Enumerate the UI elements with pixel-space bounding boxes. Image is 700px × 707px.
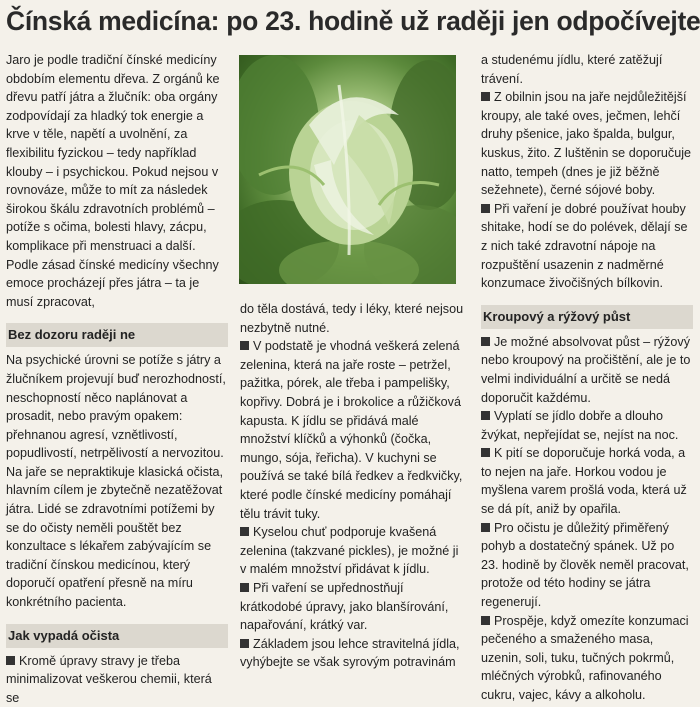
bullet-text: Z obilnin jsou na jaře nejdůležitější kroupy, ale také oves, ječmen, lehčí druhy pšenice, jako špalda, bulgur, kuskus, žito. Z luštěnin se doporučuje natto, tempeh (dnes je již běžně sežehnete), černé sójové boby. [481, 90, 692, 198]
bullet-text: V podstatě je vhodná veškerá zelená zelenina, která na jaře roste – petržel, pažitka, pórek, ale třeba i pampelišky, kopřivy. Dobrá je i brokolice a růžičková kapusta. K jídlu se přidává malé množství klíčků a výhonků (čočka, mungo, sója, řeřicha). V kuchyni se používá se také bílá ředkev a ředkvičky, které podle čínské medicíny pomáhají tělu trávit tuky. [240, 339, 463, 521]
bullet-text: Pro očistu je důležitý přiměřený pohyb a dostatečný spánek. Už po 23. hodině by člověk neměl pracovat, protože od této hodiny se játra regenerují. [481, 520, 689, 610]
column-2 [240, 300, 468, 672]
bullet-square-icon [481, 92, 490, 101]
bullet-text: Při vaření je dobré používat houby shitake, hodí se do polévek, dělají se z nich také zdravotní nápoje na rozpuštění usazenin z nadměrné konzumace živočišných bílkovin. [481, 201, 688, 291]
bullet-square-icon [481, 411, 490, 420]
continued-text: a studenému jídlu, které zatěžují trávení. [481, 53, 663, 86]
bullet-text: Kyselou chuť podporuje kvašená zelenina (takzvané pickles), je možné ji v malém množství přidávat k jídlu. [240, 525, 459, 577]
bullet-item [240, 337, 468, 523]
bullet-text: Kromě úpravy stravy je třeba minimalizovat veškerou chemii, která se [6, 653, 212, 705]
bullet-square-icon [240, 527, 249, 536]
bullet-text: K pití se doporučuje horká voda, a to nejen na jaře. Horkou vodou je myšlena varem prošlá voda, která už se dá pít, aniž by opařila. [481, 446, 687, 517]
cabbage-photo [239, 55, 456, 284]
bullet-square-icon [240, 639, 249, 648]
intro-paragraph: Jaro je podle tradiční čínské medicíny obdobím elementu dřeva. Z orgánů ke dřevu patří játra a žlučník: oba orgány zodpovídají za hladký tok energie a krve v těle, napětí a uvolnění, za flexibilitu fyzickou – tedy například klouby – i psychickou. Pokud nejsou v rovnováze, může to mít za následek širokou škálu zdravotních problémů – potíže s očima, bolesti hlavy, zácpu, komplikace při menstruaci a další. Podle zásad čínské medicíny všechny emoce procházejí přes játra – ta je musí zpracovat, [6, 53, 220, 309]
bullet-item [481, 88, 693, 200]
bullet-text: Vyplatí se jídlo dobře a dlouho žvýkat, nepřejídat se, nejíst na noc. [481, 409, 679, 442]
bullet-text: Při vaření se upřednostňují krátkodobé úpravy, jako blanšírování, napařování, krátký var. [240, 580, 449, 633]
bullet-item [481, 407, 693, 444]
bullet-item [481, 519, 693, 612]
bullet-square-icon [481, 204, 490, 213]
bullet-item [481, 612, 693, 705]
bullet-text: Základem jsou lehce stravitelná jídla, vyhýbejte se však syrovým potravinám [240, 636, 460, 670]
bullet-item [6, 652, 228, 707]
column-1 [6, 51, 228, 707]
bullet-square-icon [481, 616, 490, 625]
bullet-square-icon [481, 523, 490, 532]
bullet-text: Je možné absolvovat půst – rýžový nebo kroupový na pročištění, ale je to velmi individuální a určitě se nedá doporučit každému. [481, 334, 691, 405]
continued-text: do těla dostává, tedy i léky, které nejsou nezbytně nutné. [240, 302, 464, 335]
bullet-square-icon [481, 337, 490, 346]
bullet-square-icon [240, 341, 249, 350]
section-heading-kroupovy-pust: Kroupový a rýžový půst [481, 305, 693, 329]
bullet-item [481, 200, 693, 293]
body-paragraph: Na psychické úrovni se potíže s játry a žlučníkem projevují buď nerozhodností, neschopností něco naplánovat a prosadit, nebo pravým opakem: přehnanou agresí, vznětlivostí, popudlivostí, netrpělivostí a nervozitou. Na jaře se nepraktikuje klasická očista, hlavním cílem je zbytečně nezatěžovat játra. Lidé se zdravotními potížemi by se do očisty neměli pouštět bez konzultace s lékařem zabývajícím se tradiční čínskou medicínou, který doporučí opatření přesně na míru konkrétního pacienta. [6, 353, 226, 610]
section-heading-jak-vypada: Jak vypadá očista [6, 624, 228, 648]
bullet-item [481, 444, 693, 518]
bullet-square-icon [240, 583, 249, 592]
cabbage-image [239, 55, 456, 284]
bullet-text: Prospěje, když omezíte konzumaci pečeného a smaženého masa, uzenin, soli, tuku, tučných pokrmů, mléčných výrobků, rafinovaného cukru, vajec, kávy a alkoholu. [481, 613, 689, 702]
bullet-square-icon [6, 656, 15, 665]
bullet-item [481, 333, 693, 407]
section-heading-bez-dozoru: Bez dozoru raději ne [6, 323, 228, 347]
bullet-item [240, 635, 468, 672]
bullet-item [240, 523, 468, 579]
bullet-item [240, 579, 468, 635]
article-title: Čínská medicína: po 23. hodině už raději jen odpočívejte [6, 6, 700, 36]
column-3 [481, 51, 693, 705]
bullet-square-icon [481, 448, 490, 457]
